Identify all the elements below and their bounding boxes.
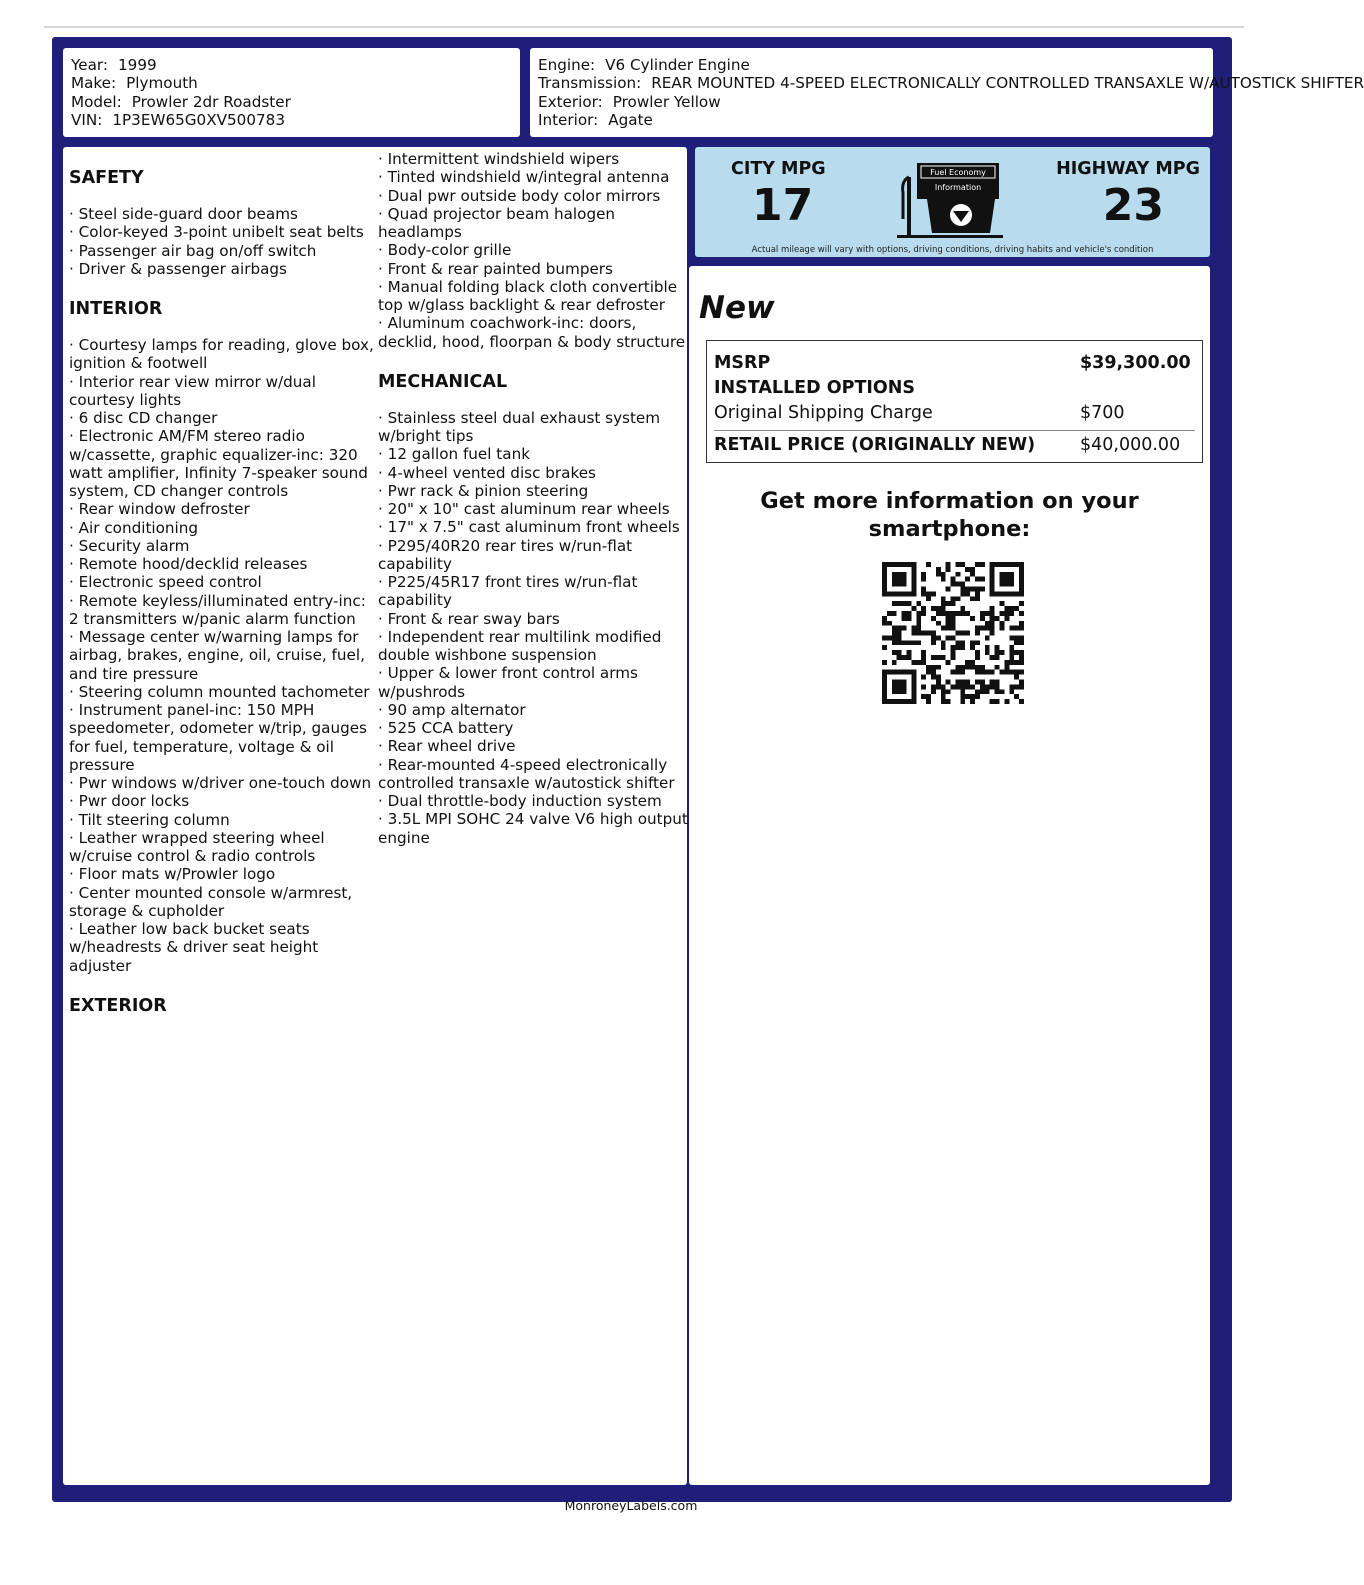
pricing-panel — [689, 266, 1210, 1485]
retail-price-row — [714, 430, 1195, 458]
feature-item: · Electronic speed control — [69, 573, 262, 592]
feature-item: · Dual pwr outside body color mirrors — [378, 186, 661, 205]
feature-item: · Security alarm — [69, 536, 190, 555]
shipping-label: Original Shipping Charge — [714, 403, 933, 423]
feature-item: · Independent rear multilink modified double wishbone suspension — [378, 627, 662, 664]
feature-item: · 20" x 10" cast aluminum rear wheels — [378, 500, 670, 518]
installed-options-row — [714, 376, 1195, 401]
msrp-row — [714, 351, 1195, 376]
top-divider — [44, 26, 1244, 28]
feature-item: · Pwr door locks — [69, 792, 190, 811]
model-row: Model: Prowler 2dr Roadster — [71, 92, 291, 111]
feature-item: · Electronic AM/FM stereo radio w/cassette, graphic equalizer-inc: 320 watt amplifier, Infinity 7-speaker sound system, CD changer controls — [69, 427, 368, 500]
feature-item: · Air conditioning — [69, 518, 199, 537]
transmission-row: Transmission: REAR MOUNTED 4-SPEED ELECTRONICALLY CONTROLLED TRANSAXLE W/AUTOSTICK SHIFTER — [538, 74, 1364, 93]
feature-item: · Remote keyless/illuminated entry-inc: 2 transmitters w/panic alarm function — [69, 591, 366, 628]
mechanical-list — [378, 409, 688, 847]
feature-item: · Remote hood/decklid releases — [69, 555, 308, 573]
vehicle-info-box — [63, 48, 520, 137]
interior-value: Agate — [608, 110, 653, 129]
feature-item: · Stainless steel dual exhaust system w/bright tips — [378, 408, 661, 445]
features-column-1 — [69, 147, 374, 1033]
city-mpg-label: CITY MPG — [731, 159, 826, 179]
drivetrain-info-box — [530, 48, 1364, 137]
feature-item: · Steering column mounted tachometer — [69, 682, 370, 701]
smartphone-prompt: Get more information on your smartphone: — [760, 488, 1139, 542]
feature-item: · Steel side-guard door beams — [69, 205, 298, 223]
qr-code[interactable] — [882, 562, 1024, 704]
msrp-label: MSRP — [714, 353, 771, 373]
feature-item: · Center mounted console w/armrest, storage & cupholder — [69, 883, 353, 920]
condition-title: New — [699, 290, 775, 326]
exterior-list — [378, 150, 688, 351]
interior-heading: INTERIOR — [69, 299, 163, 319]
feature-item: · Leather low back bucket seats w/headrests & driver seat height adjuster — [69, 920, 319, 975]
feature-item: · Tilt steering column — [69, 810, 230, 829]
feature-item: · Rear-mounted 4-speed electronically controlled transaxle w/autostick shifter — [378, 755, 675, 792]
interior-list — [69, 336, 374, 975]
mileage-disclaimer: Actual mileage will vary with options, driving conditions, driving habits and vehicle's condition — [751, 245, 1154, 255]
make-value: Plymouth — [126, 74, 198, 93]
model-value: Prowler 2dr Roadster — [131, 92, 291, 111]
retail-price-label: RETAIL PRICE (ORIGINALLY NEW) — [714, 435, 1036, 455]
highway-mpg-label: HIGHWAY MPG — [1056, 159, 1200, 179]
feature-item: · 17" x 7.5" cast aluminum front wheels — [378, 518, 680, 537]
engine-row: Engine: V6 Cylinder Engine — [538, 56, 750, 74]
feature-item: · Message center w/warning lamps for airbag, brakes, engine, oil, cruise, fuel, and tire pressure — [69, 628, 365, 683]
feature-item: · Pwr rack & pinion steering — [378, 481, 589, 500]
engine-value: V6 Cylinder Engine — [605, 56, 750, 74]
vin-value: 1P3EW65G0XV500783 — [112, 110, 285, 129]
footer-site[interactable]: MonroneyLabels.com — [564, 1498, 698, 1513]
feature-item: · Driver & passenger airbags — [69, 259, 287, 278]
feature-item: · Passenger air bag on/off switch — [69, 241, 317, 260]
shipping-value: $700 — [1080, 403, 1125, 423]
feature-item: · P295/40R20 rear tires w/run-flat capability — [378, 536, 633, 573]
year-row: Year: 1999 — [71, 56, 157, 74]
vin-row: VIN: 1P3EW65G0XV500783 — [71, 110, 285, 129]
safety-list — [69, 205, 374, 278]
feature-item: · 525 CCA battery — [378, 719, 514, 737]
features-panel — [63, 147, 687, 1485]
mechanical-heading: MECHANICAL — [378, 371, 508, 392]
highway-mpg-value: 23 — [1102, 180, 1164, 231]
feature-item: · P225/45R17 front tires w/run-flat capability — [378, 573, 638, 610]
feature-item: · Floor mats w/Prowler logo — [69, 865, 276, 884]
feature-item: · Quad projector beam halogen headlamps — [378, 204, 616, 241]
feature-item: · Upper & lower front control arms w/pushrods — [378, 664, 638, 701]
fuel-icon-text-2: Information — [934, 183, 982, 192]
fuel-icon-text-1: Fuel Economy — [930, 168, 986, 177]
feature-item: · Pwr windows w/driver one-touch down — [69, 774, 372, 792]
feature-item: · Intermittent windshield wipers — [378, 150, 620, 168]
exterior-value: Prowler Yellow — [612, 92, 721, 111]
feature-item: · Color-keyed 3-point unibelt seat belts — [69, 223, 364, 242]
feature-item: · 6 disc CD changer — [69, 409, 218, 427]
feature-item: · Front & rear sway bars — [378, 609, 560, 628]
feature-item: · 12 gallon fuel tank — [378, 445, 530, 464]
city-mpg-value: 17 — [752, 180, 814, 231]
feature-item: · Manual folding black cloth convertible top w/glass backlight & rear defroster — [378, 277, 678, 314]
feature-item: · Instrument panel-inc: 150 MPH speedometer, odometer w/trip, gauges for fuel, temperature, voltage & oil pressure — [69, 701, 367, 774]
exterior-row: Exterior: Prowler Yellow — [538, 92, 721, 111]
feature-item: · Rear window defroster — [69, 500, 250, 519]
feature-item: · Courtesy lamps for reading, glove box, ignition & footwell — [69, 336, 374, 373]
price-table — [706, 340, 1203, 463]
feature-item: · Interior rear view mirror w/dual courtesy lights — [69, 372, 316, 409]
msrp-value: $39,300.00 — [1080, 353, 1191, 373]
feature-item: · Aluminum coachwork-inc: doors, decklid, hood, floorpan & body structure — [378, 314, 686, 351]
feature-item: · Dual throttle-body induction system — [378, 792, 662, 810]
fuel-economy-panel — [695, 147, 1210, 257]
year-value: 1999 — [118, 56, 157, 74]
installed-options-label: INSTALLED OPTIONS — [714, 378, 916, 398]
feature-item: · Leather wrapped steering wheel w/cruise control & radio controls — [69, 828, 325, 865]
make-row: Make: Plymouth — [71, 74, 198, 93]
feature-item: · Front & rear painted bumpers — [378, 259, 613, 278]
shipping-row — [714, 401, 1195, 426]
retail-price-value: $40,000.00 — [1080, 435, 1181, 455]
feature-item: · Rear wheel drive — [378, 737, 516, 756]
label-frame — [52, 37, 1364, 1502]
interior-row: Interior: Agate — [538, 110, 653, 129]
feature-item: · Body-color grille — [378, 241, 512, 260]
features-column-2 — [378, 147, 688, 847]
safety-heading: SAFETY — [69, 168, 144, 188]
feature-item: · 3.5L MPI SOHC 24 valve V6 high output engine — [378, 810, 688, 847]
exterior-heading: EXTERIOR — [69, 995, 167, 1016]
feature-item: · 90 amp alternator — [378, 700, 526, 719]
fuel-pump-icon — [895, 159, 1005, 239]
transmission-value: REAR MOUNTED 4-SPEED ELECTRONICALLY CONTROLLED TRANSAXLE W/AUTOSTICK SHIFTER — [651, 74, 1364, 93]
feature-item: · Tinted windshield w/integral antenna — [378, 168, 670, 187]
feature-item: · 4-wheel vented disc brakes — [378, 463, 596, 482]
